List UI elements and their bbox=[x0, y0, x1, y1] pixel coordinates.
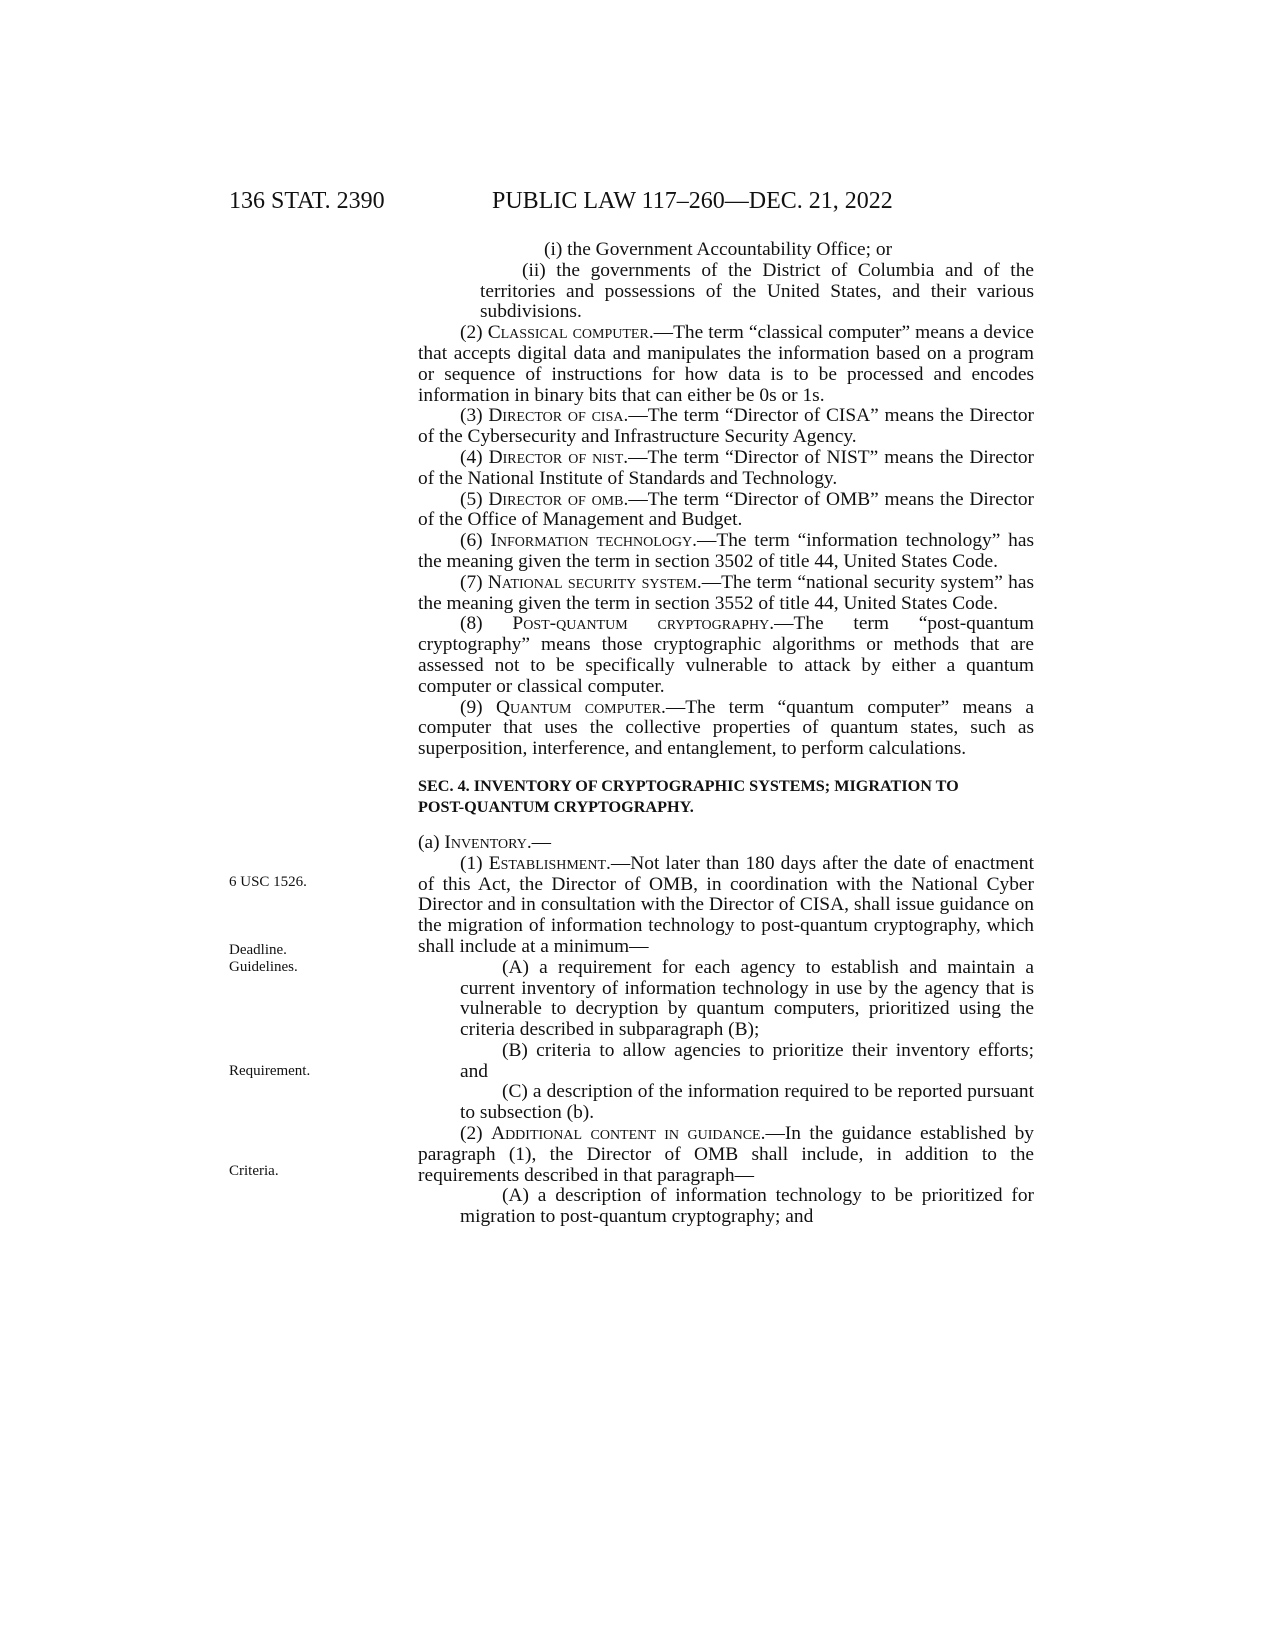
definition-6-heading: Information technology bbox=[490, 530, 693, 552]
definition-8: (8) Post-quantum cryptography.—The term “post-quantum cryptography” means those cryptographic algorithms or methods that are assessed not to be specifically vulnerable to attack by either a quantum computer or classical computer. bbox=[418, 613, 1035, 697]
subsection-a-heading: Inventory bbox=[444, 831, 527, 853]
definition-2: (2) Classical computer.—The term “classical computer” means a device that accepts digital data and manipulates the information based on a program or sequence of instructions for how data is to be processed and encodes information in binary bits that can either be 0s or 1s. bbox=[418, 322, 1034, 406]
margin-note-deadline: Deadline. bbox=[229, 942, 287, 958]
margin-note-criteria: Criteria. bbox=[229, 1163, 279, 1179]
paragraph-a1: (1) Establishment.—Not later than 180 days after the date of enactment of this Act, the Director of OMB, in coordination with the National Cyber Director and in consultation with the Director of CISA, shall issue guidance on the migration of information technology to post-quantum cryptography, which shall include at a minimum— bbox=[418, 852, 1034, 957]
definition-9: (9) Quantum computer.—The term “quantum computer” means a computer that uses the collective properties of quantum states, such as superposition, interference, and entanglement, to perform calculations. bbox=[418, 696, 1034, 760]
clause-ii-dc: (ii) the governments of the District of Columbia and of the territories and possessions of the United States, and their various subdivisions. bbox=[480, 259, 1034, 323]
subparagraph-a1-A: (A) a requirement for each agency to establish and maintain a current inventory of information technology in use by the agency that is vulnerable to decryption by quantum computers, prioritized using the criteria described in subparagraph (B); bbox=[460, 956, 1034, 1041]
subparagraph-a1-B: (B) criteria to allow agencies to prioritize their inventory efforts; and bbox=[460, 1039, 1034, 1082]
margin-note-requirement: Requirement. bbox=[229, 1063, 311, 1079]
running-header-title: PUBLIC LAW 117–260—DEC. 21, 2022 bbox=[492, 188, 893, 214]
definition-4: (4) Director of nist.—The term “Director of NIST” means the Director of the National Institute of Standards and Technology. bbox=[418, 446, 1035, 489]
definition-8-heading: Post-quantum cryptography bbox=[512, 613, 770, 635]
clause-i-gao: (i) the Government Accountability Office; or bbox=[544, 239, 893, 260]
subsection-a: (a) Inventory.— bbox=[418, 831, 552, 853]
definition-5: (5) Director of omb.—The term “Director of OMB” means the Director of the Office of Management and Budget. bbox=[418, 488, 1034, 531]
document-body bbox=[418, 240, 1034, 1228]
margin-note-guidelines: Guidelines. bbox=[229, 959, 298, 975]
page-stat-citation: 136 STAT. 2390 bbox=[229, 188, 385, 214]
definition-3: (3) Director of cisa.—The term “Director of CISA” means the Director of the Cybersecurity and Infrastructure Security Agency. bbox=[418, 405, 1034, 448]
definition-6: (6) Information technology.—The term “information technology” has the meaning given the term in section 3502 of title 44, United States Code. bbox=[418, 530, 1035, 572]
section-4-heading: SEC. 4. INVENTORY OF CRYPTOGRAPHIC SYSTEMS; MIGRATION TO POST-QUANTUM CRYPTOGRAPHY. bbox=[418, 776, 959, 816]
subparagraph-a1-C: (C) a description of the information required to be reported pursuant to subsection (b). bbox=[460, 1081, 1034, 1124]
subparagraph-a2-A: (A) a description of information technology to be prioritized for migration to post-quantum cryptography; and bbox=[460, 1185, 1034, 1228]
definition-2-heading: Classical computer bbox=[487, 322, 649, 344]
paragraph-a2-heading: Additional content in guidance bbox=[491, 1123, 761, 1145]
definition-9-heading: Quantum computer bbox=[495, 696, 661, 718]
paragraph-a2: (2) Additional content in guidance.—In the guidance established by paragraph (1), the Director of OMB shall include, in addition to the requirements described in that paragraph— bbox=[418, 1123, 1034, 1186]
definition-3-heading: Director of cisa bbox=[488, 405, 624, 427]
definition-7-heading: National security system bbox=[487, 571, 697, 593]
definition-5-heading: Director of omb bbox=[488, 488, 624, 510]
margin-note-usc: 6 USC 1526. bbox=[229, 874, 307, 890]
definition-7: (7) National security system.—The term “national security system” has the meaning given the term in section 3552 of title 44, United States Code. bbox=[418, 571, 1034, 614]
definition-4-heading: Director of nist bbox=[488, 446, 624, 468]
paragraph-a1-heading: Establishment bbox=[488, 852, 607, 874]
